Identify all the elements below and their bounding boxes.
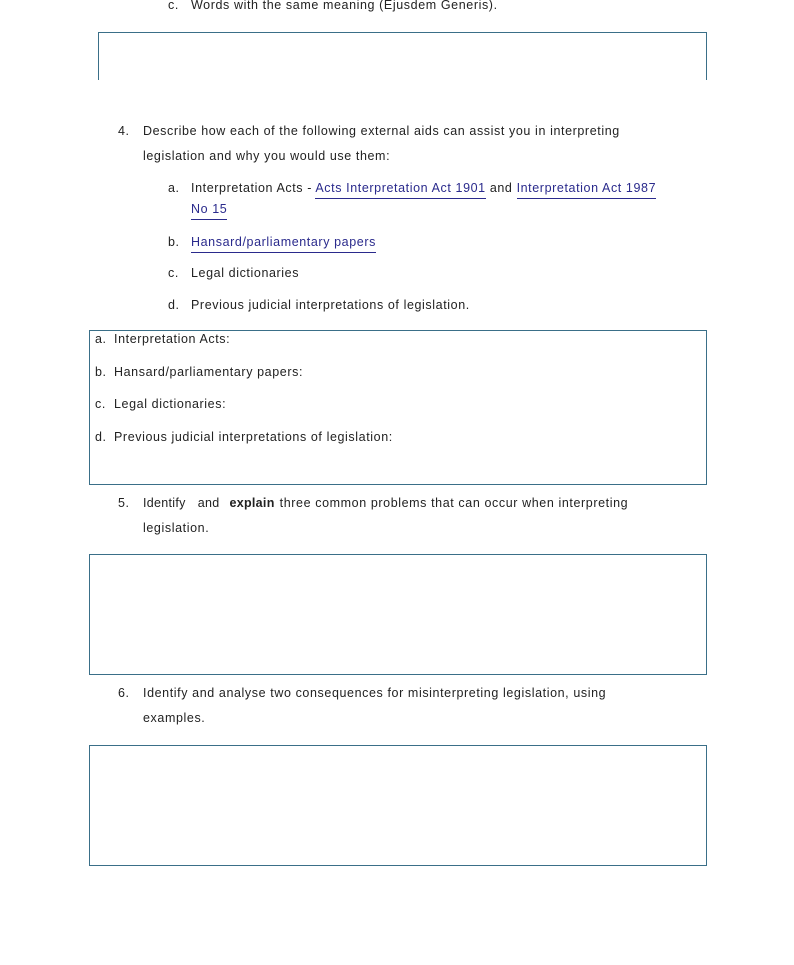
interpretation-act-1987-link-continued[interactable]: No 15 bbox=[191, 202, 227, 220]
q5-line1 bbox=[143, 496, 628, 510]
answer-b-marker: b. bbox=[95, 365, 107, 379]
q6-line1: Identify and analyse two consequences for misinterpreting legislation, using bbox=[143, 686, 607, 700]
q6-number: 6. bbox=[118, 686, 130, 700]
q6-line2: examples. bbox=[143, 711, 206, 725]
answer-c-marker: c. bbox=[95, 397, 106, 411]
answer-b-label: Hansard/parliamentary papers: bbox=[114, 365, 304, 379]
q4-item-c-text: Legal dictionaries bbox=[191, 266, 300, 280]
answer-box-6[interactable] bbox=[89, 745, 707, 866]
q4-item-a-prefix: Interpretation Acts - bbox=[191, 181, 316, 195]
q4-item-c-marker: c. bbox=[168, 266, 179, 280]
q4-item-d-text: Previous judicial interpretations of legislation. bbox=[191, 298, 470, 312]
answer-box-5[interactable] bbox=[89, 554, 707, 675]
q4-item-a-line2 bbox=[191, 202, 227, 216]
top-item-marker: c. bbox=[168, 0, 179, 12]
q4-item-b-line bbox=[191, 235, 376, 249]
q4-line1: Describe how each of the following external aids can assist you in interpreting bbox=[143, 124, 620, 138]
answer-a-marker: a. bbox=[95, 332, 107, 346]
q5-line2: legislation. bbox=[143, 521, 210, 535]
answer-d-marker: d. bbox=[95, 430, 107, 444]
q5-number: 5. bbox=[118, 496, 130, 510]
answer-a-label: Interpretation Acts: bbox=[114, 332, 231, 346]
answer-box-4[interactable] bbox=[89, 330, 707, 485]
interpretation-act-1987-link[interactable]: Interpretation Act 1987 bbox=[517, 181, 657, 199]
q5-part2: and bbox=[197, 496, 220, 510]
top-item-text: Words with the same meaning (Ejusdem Generis). bbox=[191, 0, 498, 12]
q4-item-d-marker: d. bbox=[168, 298, 180, 312]
answer-c-label: Legal dictionaries: bbox=[114, 397, 227, 411]
q4-item-a-joiner: and bbox=[485, 181, 517, 195]
q4-item-a-marker: a. bbox=[168, 181, 180, 195]
hansard-link[interactable]: Hansard/parliamentary papers bbox=[191, 235, 376, 253]
q4-line2: legislation and why you would use them: bbox=[143, 149, 391, 163]
q4-number: 4. bbox=[118, 124, 130, 138]
q5-bold: explain bbox=[229, 496, 275, 510]
q5-part1: Identify bbox=[143, 496, 186, 510]
q5-part3: three common problems that can occur when interpreting bbox=[279, 496, 629, 510]
answer-box-3c[interactable] bbox=[98, 32, 707, 80]
q4-item-a-line bbox=[191, 181, 656, 195]
q4-item-b-marker: b. bbox=[168, 235, 180, 249]
answer-d-label: Previous judicial interpretations of legislation: bbox=[114, 430, 393, 444]
acts-interpretation-act-1901-link[interactable]: Acts Interpretation Act 1901 bbox=[315, 181, 485, 199]
